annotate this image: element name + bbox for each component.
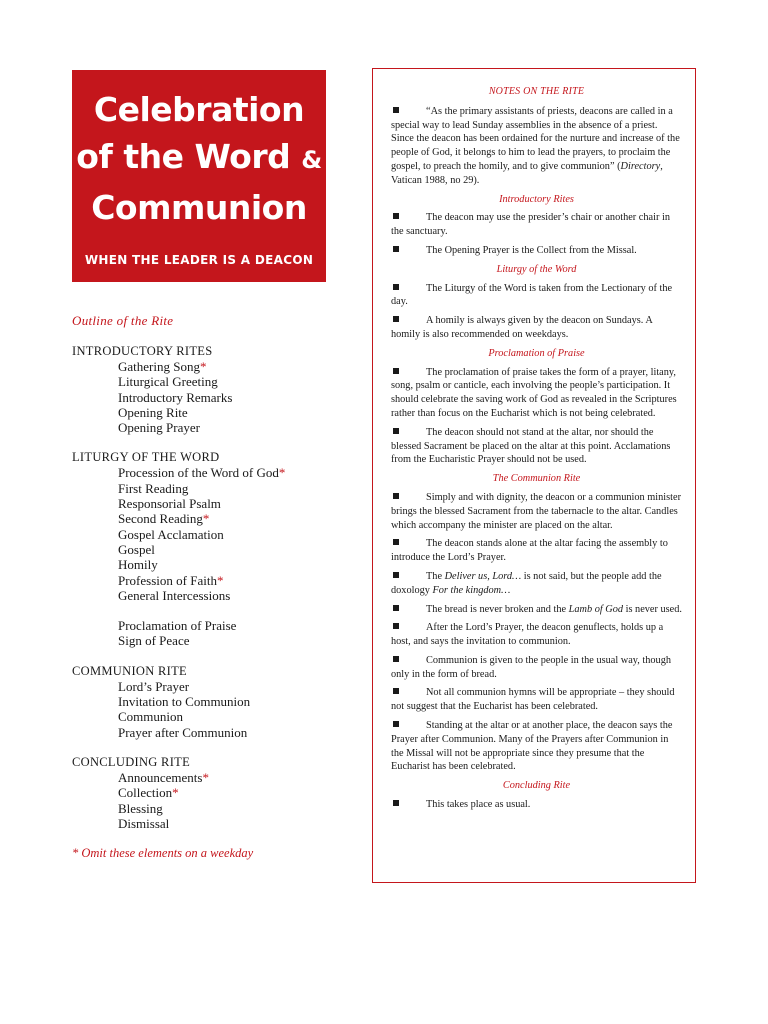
outline-item: [72, 694, 362, 709]
note-item: [391, 366, 682, 421]
outline-item-label: Blessing: [118, 800, 163, 816]
outline-item-label: Lord’s Prayer: [118, 678, 190, 694]
outline-item-label: Gospel Acclamation: [118, 526, 224, 542]
outline-item-label: Invitation to Communion: [118, 694, 251, 710]
outline-item-label: Dismissal: [118, 815, 170, 831]
notes-heading: NOTES ON THE RITE: [488, 86, 585, 97]
outline-item: [72, 390, 362, 405]
outline-section-introductory: [72, 344, 362, 435]
omit-star: *: [202, 511, 210, 527]
note-text: The proclamation of praise takes the form of a prayer, litany, song, psalm or canticle, each involving the people’s participation. It should celebrate the saving work of God as revealed in the Scriptures rather than focus on the Eucharist which is not being celebrated.: [391, 366, 677, 419]
outline-item-label: Announcements: [118, 769, 203, 785]
note-italic: Deliver us, Lord…: [444, 570, 522, 582]
note-citation: Directory: [620, 160, 661, 172]
outline-item-label: Proclamation of Praise: [118, 618, 237, 634]
note-text: “As the primary assistants of priests, deacons are called in a special way to lead Sunday assemblies in the absence of a priest. Since the deacon has been ordained for the nurture and increase of the people of God, it belongs to him to lead the prayers, to proclaim the gospel, to preach the homily, and to give communion” (: [391, 105, 680, 172]
note-italic: Lamb of God: [568, 603, 624, 615]
note-text: Communion is given to the people in the usual way, though only in the form of bread.: [391, 654, 671, 680]
outline-item: [72, 785, 362, 800]
note-text: Not all communion hymns will be appropriate – they should not suggest that the Eucharist has been celebrated.: [391, 687, 675, 713]
page-title: [72, 86, 326, 231]
note-item: [391, 244, 682, 258]
section-title: LITURGY OF THE WORD: [72, 450, 220, 465]
square-bullet-icon: [393, 721, 399, 727]
square-bullet-icon: [393, 284, 399, 290]
note-item: [391, 537, 682, 565]
note-text: A homily is always given by the deacon on Sundays. A homily is also recommended on weekdays.: [391, 315, 653, 340]
outline-item: [72, 405, 362, 420]
note-item: [391, 686, 682, 714]
square-bullet-icon: [393, 316, 399, 322]
outline-item-label: Opening Prayer: [118, 420, 200, 436]
outline-item: [72, 709, 362, 724]
square-bullet-icon: [393, 623, 399, 629]
outline-item: [72, 573, 362, 588]
outline-item-label: Responsorial Psalm: [118, 496, 221, 512]
outline-item: [72, 618, 362, 633]
note-text: , Vatican 1988, no 29).: [391, 160, 663, 186]
note-item: [391, 719, 682, 774]
omit-star: *: [216, 572, 224, 588]
note-text: The: [426, 570, 445, 582]
note-item: [391, 426, 682, 467]
outline-item: [72, 527, 362, 542]
outline-item: [72, 542, 362, 557]
note-text: The Opening Prayer is the Collect from the Missal.: [426, 244, 637, 256]
outline-item-label: Homily: [118, 557, 158, 573]
outline-item-label: Liturgical Greeting: [118, 374, 218, 390]
title-line-2-text: of the Word: [76, 137, 291, 176]
outline-item: [72, 511, 362, 526]
section-title: CONCLUDING RITE: [72, 754, 191, 769]
note-text: The bread is never broken and the: [426, 603, 569, 615]
note-text: The deacon should not stand at the altar, nor should the blessed Sacrament be placed on the altar at this point. Acclamations from the Eucharistic Prayer should not be used.: [391, 426, 671, 466]
outline-item: [72, 588, 362, 603]
notes-subheading-communion: The Communion Rite: [492, 473, 581, 485]
square-bullet-icon: [393, 605, 399, 611]
square-bullet-icon: [393, 213, 399, 219]
note-item: [391, 105, 682, 188]
outline-item: [72, 633, 362, 648]
outline-section-communion: [72, 664, 362, 740]
square-bullet-icon: [393, 368, 399, 374]
note-text: The deacon stands alone at the altar facing the assembly to introduce the Lord’s Prayer.: [391, 538, 668, 564]
section-title: COMMUNION RITE: [72, 663, 187, 678]
square-bullet-icon: [393, 428, 399, 434]
note-italic: For the kingdom…: [432, 584, 511, 596]
square-bullet-icon: [393, 572, 399, 578]
title-block: [72, 70, 326, 282]
outline-item: [72, 557, 362, 572]
outline-section-liturgy-of-word: [72, 450, 362, 648]
notes-subheading-word: Liturgy of the Word: [496, 263, 577, 275]
outline-item-label: Gospel: [118, 541, 155, 557]
outline-item: [72, 679, 362, 694]
square-bullet-icon: [393, 493, 399, 499]
outline-heading: Outline of the Rite: [72, 313, 174, 328]
outline-item-label: Collection: [118, 785, 173, 801]
title-ampersand: &: [301, 146, 322, 174]
outline-item-label: Communion: [118, 709, 184, 725]
section-title: INTRODUCTORY RITES: [72, 344, 213, 358]
square-bullet-icon: [393, 246, 399, 252]
notes-subheading-praise: Proclamation of Praise: [488, 347, 585, 359]
page-subtitle: WHEN THE LEADER IS A DEACON: [84, 253, 314, 267]
outline-item-label: General Intercessions: [118, 587, 231, 603]
outline-item-label: Prayer after Communion: [118, 724, 248, 740]
outline-item: [72, 481, 362, 496]
square-bullet-icon: [393, 539, 399, 545]
note-text: This takes place as usual.: [426, 799, 531, 811]
title-line-1: Celebration: [93, 90, 305, 129]
note-item: [391, 654, 682, 682]
outline-item-label: Second Reading: [118, 511, 203, 527]
note-item: [391, 211, 682, 239]
outline-item: [72, 496, 362, 511]
note-text: is not said, but the people add the doxology: [391, 570, 662, 596]
note-item: [391, 282, 682, 310]
square-bullet-icon: [393, 688, 399, 694]
outline-item-label: First Reading: [118, 480, 189, 496]
outline-item: [72, 816, 362, 831]
note-text: is never used.: [623, 603, 682, 615]
outline-item-label: Introductory Remarks: [118, 389, 233, 405]
outline-item-label: Gathering Song: [118, 359, 200, 374]
outline-item: [72, 359, 362, 374]
outline-item: [72, 770, 362, 785]
outline-item: [72, 374, 362, 389]
omit-star: *: [199, 359, 207, 374]
outline-item: [72, 420, 362, 435]
outline-item-label: Procession of the Word of God: [118, 465, 279, 481]
note-text: The Liturgy of the Word is taken from the Lectionary of the day.: [391, 282, 673, 308]
notes-subheading-concluding: Concluding Rite: [502, 780, 571, 792]
note-item: [391, 570, 682, 598]
outline-item: [72, 465, 362, 480]
note-item: [391, 491, 682, 532]
note-text: Standing at the altar or at another place, the deacon says the Prayer after Communion. Many of the Prayers after Communion in the Missal will not be appropriate since they presume that the Eucharist has been celebrated.: [391, 720, 673, 773]
outline-item-label: Sign of Peace: [118, 633, 190, 649]
square-bullet-icon: [393, 800, 399, 806]
outline-section-concluding: [72, 755, 362, 831]
note-item: [391, 314, 682, 342]
note-item: [391, 621, 682, 649]
omit-star: *: [172, 785, 179, 801]
notes-box: [372, 68, 696, 883]
title-line-3: Communion: [91, 188, 307, 227]
outline-item: [72, 801, 362, 816]
outline-item: [72, 725, 362, 740]
outline-item-label: Opening Rite: [118, 404, 188, 420]
note-item: [391, 798, 682, 812]
omit-star: *: [278, 465, 286, 481]
omit-footnote: * Omit these elements on a weekday: [72, 846, 254, 861]
note-text: After the Lord’s Prayer, the deacon genuflects, holds up a host, and says the invitation to communion.: [391, 622, 664, 648]
outline-item-label: Profession of Faith: [118, 572, 217, 588]
note-text: Simply and with dignity, the deacon or a communion minister brings the blessed Sacrament from the tabernacle to the altar. Candles which accompany the minister are placed on the altar.: [391, 491, 681, 531]
notes-subheading-introductory: Introductory Rites: [499, 193, 574, 205]
title-line-2: [72, 133, 326, 184]
outline-of-rite: [72, 313, 362, 861]
note-item: [391, 603, 682, 617]
omit-star: *: [202, 769, 209, 785]
square-bullet-icon: [393, 656, 399, 662]
square-bullet-icon: [393, 107, 399, 113]
note-text: The deacon may use the presider’s chair or another chair in the sanctuary.: [391, 212, 670, 238]
